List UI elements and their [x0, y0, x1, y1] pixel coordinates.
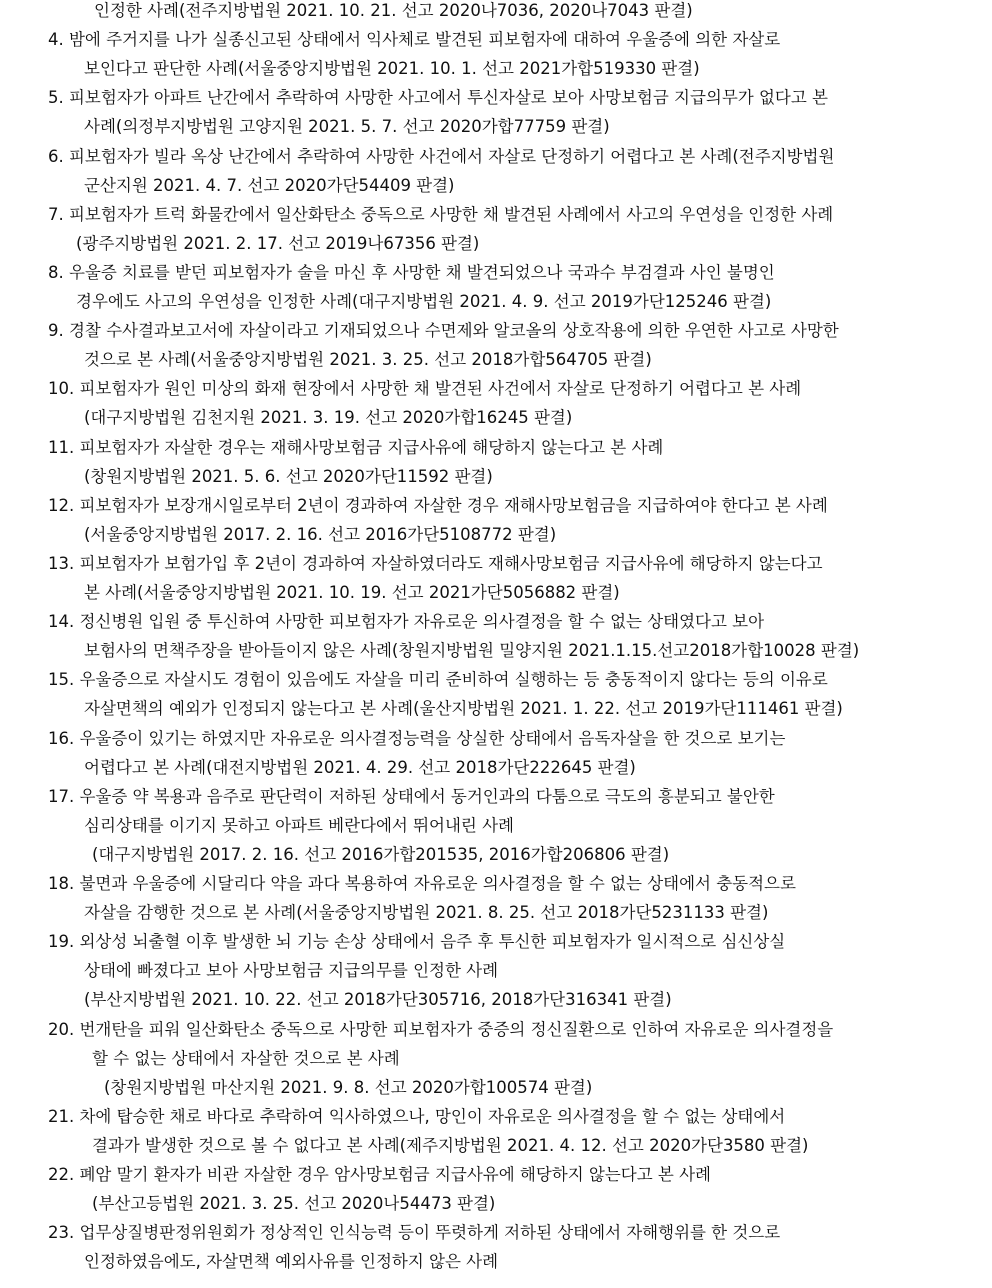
document-line: 6. 피보험자가 빌라 옥상 난간에서 추락하여 사망한 사건에서 자살로 단정하기 어렵다고 본 사례(전주지방법원	[48, 146, 835, 166]
document-line: 13. 피보험자가 보험가입 후 2년이 경과하여 자살하였더라도 재해사망보험금 지급사유에 해당하지 않는다고	[48, 553, 823, 573]
document-line: 자살면책의 예외가 인정되지 않는다고 본 사례(울산지방법원 2021. 1. 22. 선고 2019가단111461 판결)	[84, 699, 843, 719]
document-line: 보인다고 판단한 사례(서울중앙지방법원 2021. 10. 1. 선고 2021가합519330 판결)	[84, 59, 700, 79]
document-line: (창원지방법원 2021. 5. 6. 선고 2020가단11592 판결)	[84, 466, 493, 486]
document-line: 사례(의정부지방법원 고양지원 2021. 5. 7. 선고 2020가합77759 판결)	[84, 117, 610, 137]
document-line: 8. 우울증 치료를 받던 피보험자가 술을 마신 후 사망한 채 발견되었으나 국과수 부검결과 사인 불명인	[48, 262, 775, 282]
document-line: 인정하였음에도, 자살면책 예외사유를 인정하지 않은 사례	[84, 1252, 499, 1272]
document-line: 16. 우울증이 있기는 하였지만 자유로운 의사결정능력을 상실한 상태에서 음독자살을 한 것으로 보기는	[48, 728, 786, 748]
document-line: (대구지방법원 김천지원 2021. 3. 19. 선고 2020가합16245 판결)	[84, 408, 573, 428]
document-line: 19. 외상성 뇌출혈 이후 발생한 뇌 기능 손상 상태에서 음주 후 투신한 피보험자가 일시적으로 심신상실	[48, 932, 786, 952]
document-line: 상태에 빠졌다고 보아 사망보험금 지급의무를 인정한 사례	[84, 961, 499, 981]
document-line: 5. 피보험자가 아파트 난간에서 추락하여 사망한 사고에서 투신자살로 보아 사망보험금 지급의무가 없다고 본	[48, 88, 828, 108]
document-line: (부산고등법원 2021. 3. 25. 선고 2020나54473 판결)	[92, 1194, 496, 1214]
document-line: 17. 우울증 약 복용과 음주로 판단력이 저하된 상태에서 동거인과의 다툼으로 극도의 흥분되고 불안한	[48, 786, 775, 806]
document-line: (서울중앙지방법원 2017. 2. 16. 선고 2016가단5108772 판결)	[84, 524, 557, 544]
document-line: 것으로 본 사례(서울중앙지방법원 2021. 3. 25. 선고 2018가합564705 판결)	[84, 350, 652, 370]
document-line: 21. 차에 탑승한 채로 바다로 추락하여 익사하였으나, 망인이 자유로운 의사결정을 할 수 없는 상태에서	[48, 1106, 786, 1126]
document-line: 어렵다고 본 사례(대전지방법원 2021. 4. 29. 선고 2018가단222645 판결)	[84, 757, 636, 777]
document-line: 10. 피보험자가 원인 미상의 화재 현장에서 사망한 채 발견된 사건에서 자살로 단정하기 어렵다고 본 사례	[48, 379, 802, 399]
document-line: 4. 밤에 주거지를 나가 실종신고된 상태에서 익사체로 발견된 피보험자에 대하여 우울증에 의한 자살로	[48, 30, 781, 50]
document-line: 20. 번개탄을 피워 일산화탄소 중독으로 사망한 피보험자가 중증의 정신질환으로 인하여 자유로운 의사결정을	[48, 1019, 834, 1039]
document-line: 18. 불면과 우울증에 시달리다 약을 과다 복용하여 자유로운 의사결정을 할 수 없는 상태에서 충동적으로	[48, 874, 796, 893]
document-line: 인정한 사례(전주지방법원 2021. 10. 21. 선고 2020나7036, 2020나7043 판결)	[94, 1, 693, 20]
document-line: (대구지방법원 2017. 2. 16. 선고 2016가합201535, 2016가합206806 판결)	[92, 844, 670, 864]
document-line: 11. 피보험자가 자살한 경우는 재해사망보험금 지급사유에 해당하지 않는다고 본 사례	[48, 437, 664, 457]
document-line: 할 수 없는 상태에서 자살한 것으로 본 사례	[92, 1048, 400, 1068]
document-line: 본 사례(서울중앙지방법원 2021. 10. 19. 선고 2021가단5056882 판결)	[84, 583, 620, 602]
document-line: 9. 경찰 수사결과보고서에 자살이라고 기재되었으나 수면제와 알코올의 상호작용에 의한 우연한 사고로 사망한	[48, 321, 839, 341]
document-line: 14. 정신병원 입원 중 투신하여 사망한 피보험자가 자유로운 의사결정을 할 수 없는 상태였다고 보아	[48, 612, 765, 632]
document-line: (창원지방법원 마산지원 2021. 9. 8. 선고 2020가합100574 판결)	[104, 1077, 593, 1097]
document-line: 자살을 감행한 것으로 본 사례(서울중앙지방법원 2021. 8. 25. 선고 2018가단5231133 판결)	[84, 903, 769, 923]
document-line: 경우에도 사고의 우연성을 인정한 사례(대구지방법원 2021. 4. 9. 선고 2019가단125246 판결)	[76, 292, 772, 311]
document-line: 15. 우울증으로 자살시도 경험이 있음에도 자살을 미리 준비하여 실행하는 등 충동적이지 않다는 등의 이유로	[48, 670, 828, 690]
document-line: 12. 피보험자가 보장개시일로부터 2년이 경과하여 자살한 경우 재해사망보험금을 지급하여야 한다고 본 사례	[48, 495, 828, 515]
document-line: 군산지원 2021. 4. 7. 선고 2020가단54409 판결)	[84, 175, 455, 195]
document-line: 심리상태를 이기지 못하고 아파트 베란다에서 뛰어내린 사례	[84, 815, 514, 835]
document-line: (부산지방법원 2021. 10. 22. 선고 2018가단305716, 2018가단316341 판결)	[84, 990, 672, 1010]
document-line: (광주지방법원 2021. 2. 17. 선고 2019나67356 판결)	[76, 233, 480, 253]
document-line: 결과가 발생한 것으로 볼 수 없다고 본 사례(제주지방법원 2021. 4. 12. 선고 2020가단3580 판결)	[92, 1135, 809, 1155]
document-line: 보험사의 면책주장을 받아들이지 않은 사례(창원지방법원 밀양지원 2021.1.15.선고2018가합10028 판결)	[84, 641, 860, 661]
document-line: 22. 폐암 말기 환자가 비관 자살한 경우 암사망보험금 지급사유에 해당하지 않는다고 본 사례	[48, 1165, 711, 1184]
document-line: 7. 피보험자가 트럭 화물칸에서 일산화탄소 중독으로 사망한 채 발견된 사례에서 사고의 우연성을 인정한 사례	[48, 204, 834, 224]
document-line: 23. 업무상질병판정위원회가 정상적인 인식능력 등이 뚜렷하게 저하된 상태에서 자해행위를 한 것으로	[48, 1223, 781, 1243]
